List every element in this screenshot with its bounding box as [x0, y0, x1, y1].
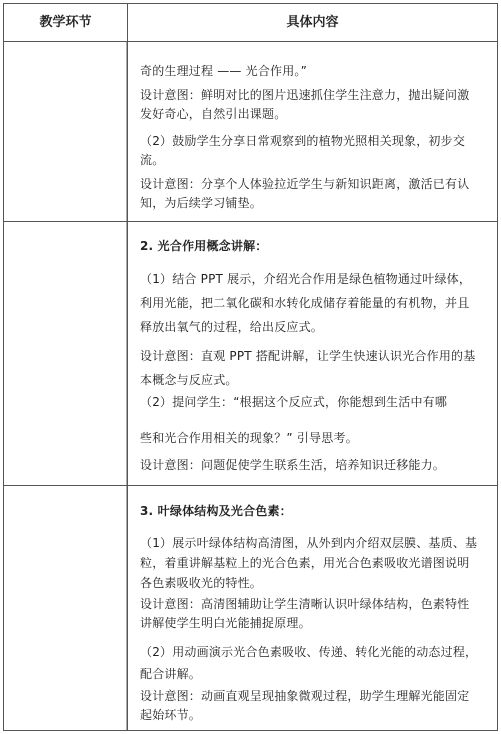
chloroplast-step-2: （2）用动画演示光合色素吸收、传递、转化光能的动态过程，配合讲解。 — [140, 645, 478, 681]
intro-text: 奇的生理过程 —— 光合作用。” — [140, 64, 308, 78]
design-intent: 设计意图：高清图辅助让学生清晰认识叶绿体结构，色素特性讲解使学生明白光能捕捉原理。 — [140, 597, 470, 630]
section-intro — [140, 62, 480, 213]
row-divider — [4, 221, 497, 222]
header-teaching-stage: 教学环节 — [39, 15, 92, 30]
concept-step-2-line-2: 些和光合作用相关的现象？” 引导思考。 — [140, 431, 358, 445]
design-intent: 设计意图：问题促使学生联系生活，培养知识迁移能力。 — [140, 458, 446, 472]
design-intent: 设计意图：直观 PPT 搭配讲解，让学生快速认识光合作用的基本概念与反应式。 — [140, 349, 476, 387]
lesson-table — [3, 3, 498, 731]
chloroplast-step-1: （1）展示叶绿体结构高清图，从外到内介绍双层膜、基质、基粒，着重讲解基粒上的光合色素，用光合色素吸收光谱图说明各色素吸收光的特性。 — [140, 536, 478, 590]
concept-step-2-line-1: （2）提问学生：“根据这个反应式，你能想到生活中有哪 — [140, 395, 448, 409]
section-heading: 2. 光合作用概念讲解： — [140, 239, 268, 253]
intro-step-2: （2）鼓励学生分享日常观察到的植物光照相关现象，初步交流。 — [140, 134, 466, 167]
design-intent: 设计意图：鲜明对比的图片迅速抓住学生注意力，抛出疑问激发好奇心，自然引出课题。 — [140, 88, 470, 121]
header-divider — [4, 41, 497, 42]
concept-step-1: （1）结合 PPT 展示，介绍光合作用是绿色植物通过叶绿体，利用光能，把二氧化碳和水转化成储存着能量的有机物，并且释放出氧气的过程，给出反应式。 — [140, 272, 472, 334]
column-divider — [127, 4, 128, 730]
column-divider-inner — [126, 42, 127, 730]
section-concept — [140, 237, 480, 475]
row-divider — [4, 485, 497, 486]
section-chloroplast — [140, 502, 480, 725]
header-specific-content: 具体内容 — [286, 15, 339, 30]
design-intent: 设计意图：动画直观呈现抽象微观过程，助学生理解光能固定起始环节。 — [140, 689, 470, 722]
design-intent: 设计意图：分享个人体验拉近学生与新知识距离，激活已有认知，为后续学习铺垫。 — [140, 177, 470, 210]
section-heading: 3. 叶绿体结构及光合色素： — [140, 504, 292, 518]
